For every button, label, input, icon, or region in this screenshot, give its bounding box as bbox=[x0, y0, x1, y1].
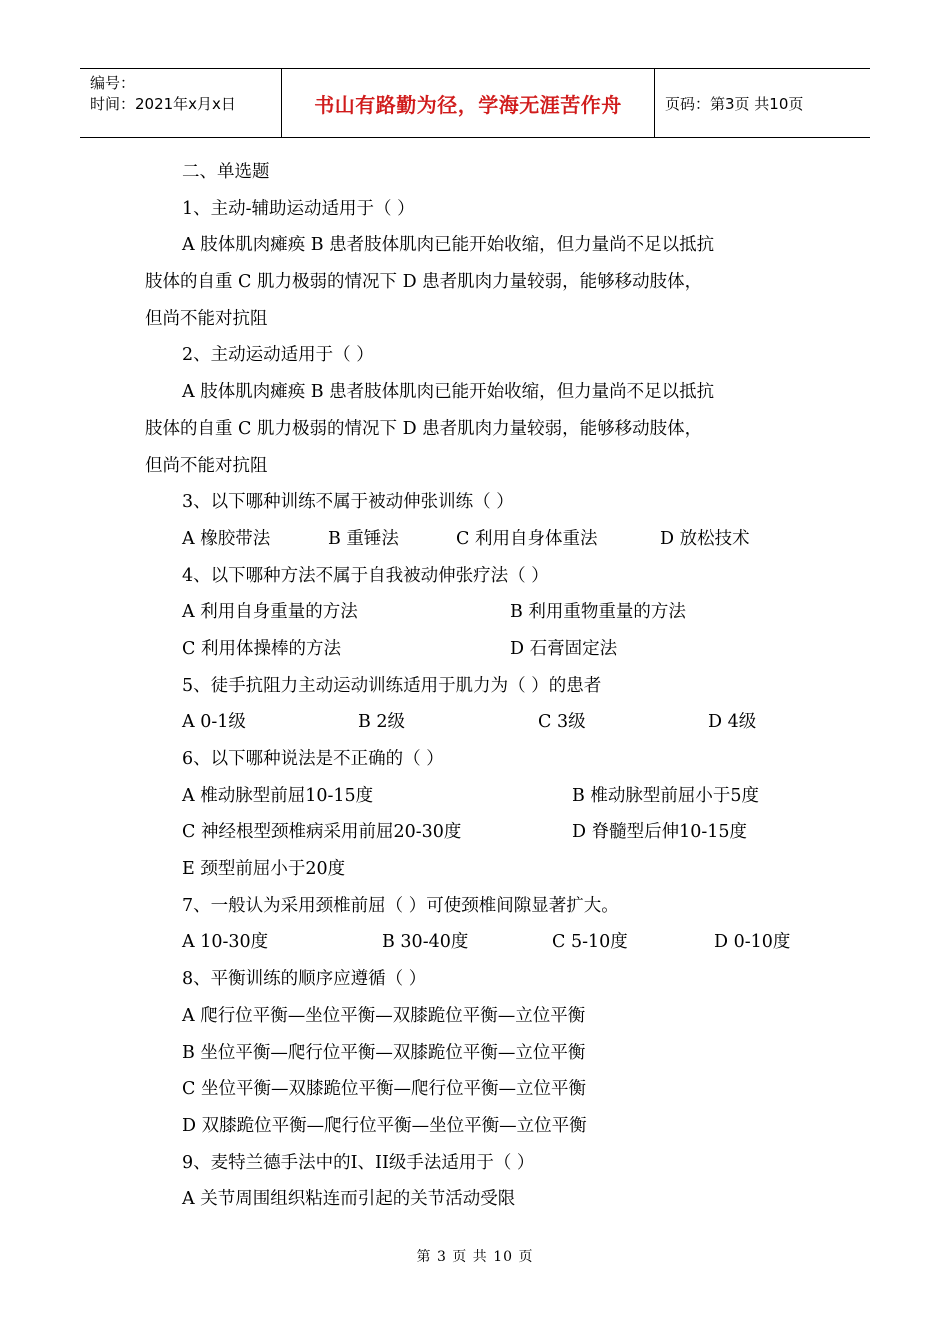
option-b: B 30-40度 bbox=[382, 932, 469, 953]
question-4-stem: 4、以下哪种方法不属于自我被动伸张疗法（ ） bbox=[182, 565, 549, 586]
question-6-option-e: E 颈型前屈小于20度 bbox=[182, 859, 346, 880]
header-meta bbox=[80, 69, 282, 137]
option-d: D 0-10度 bbox=[714, 932, 791, 953]
option-b: B 利用重物重量的方法 bbox=[510, 602, 686, 623]
option-b: B 椎动脉型前屈小于5度 bbox=[572, 785, 760, 806]
question-6-options-2 bbox=[145, 814, 820, 851]
question-2-line-1: A 肢体肌肉瘫痪 B 患者肢体肌肉已能开始收缩，但力量尚不足以抵抗 bbox=[182, 382, 715, 403]
date-label: 时间：2021年x月x日 bbox=[90, 95, 236, 113]
option-c: C 5-10度 bbox=[552, 932, 628, 953]
option-a: A 0-1级 bbox=[182, 712, 246, 733]
question-4-options-1 bbox=[145, 594, 820, 631]
option-d: D 脊髓型后伸10-15度 bbox=[572, 822, 748, 843]
question-5-options bbox=[145, 704, 820, 741]
question-8-option-a: A 爬行位平衡—坐位平衡—双膝跪位平衡—立位平衡 bbox=[182, 1005, 586, 1026]
question-8-stem: 8、平衡训练的顺序应遵循（ ） bbox=[182, 969, 427, 990]
question-1-stem: 1、主动-辅助运动适用于（ ） bbox=[182, 198, 415, 219]
question-7-options bbox=[145, 924, 820, 961]
document-body bbox=[145, 154, 820, 1218]
option-d: D 放松技术 bbox=[660, 528, 750, 549]
page-header bbox=[80, 68, 870, 138]
option-b: B 重锤法 bbox=[328, 528, 399, 549]
question-3-stem: 3、以下哪种训练不属于被动伸张训练（ ） bbox=[182, 492, 514, 513]
question-8-option-c: C 坐位平衡—双膝跪位平衡—爬行位平衡—立位平衡 bbox=[182, 1079, 586, 1100]
question-4-options-2 bbox=[145, 631, 820, 668]
option-d: D 石膏固定法 bbox=[510, 638, 618, 659]
question-9-stem: 9、麦特兰德手法中的I、II级手法适用于（ ） bbox=[182, 1152, 535, 1173]
question-2-stem: 2、主动运动适用于（ ） bbox=[182, 345, 374, 366]
question-2-line-2: 肢体的自重 C 肌力极弱的情况下 D 患者肌肉力量较弱，能够移动肢体， bbox=[145, 418, 703, 439]
option-a: A 10-30度 bbox=[182, 932, 269, 953]
question-9-option-a: A 关节周围组织粘连而引起的关节活动受限 bbox=[182, 1189, 516, 1210]
option-a: A 利用自身重量的方法 bbox=[182, 602, 358, 623]
option-c: C 神经根型颈椎病采用前屈20-30度 bbox=[182, 822, 462, 843]
question-6-stem: 6、以下哪种说法是不正确的（ ） bbox=[182, 749, 444, 769]
number-label: 编号： bbox=[90, 74, 136, 92]
question-3-options bbox=[145, 521, 820, 558]
question-6-options-1 bbox=[145, 778, 820, 815]
question-5-stem: 5、徒手抗阻力主动运动训练适用于肌力为（ ）的患者 bbox=[182, 675, 602, 696]
section-title: 二、单选题 bbox=[182, 162, 270, 182]
option-d: D 4级 bbox=[708, 712, 757, 733]
option-b: B 2级 bbox=[358, 712, 406, 733]
question-2-line-3: 但尚不能对抗阻 bbox=[145, 455, 268, 476]
question-8-option-b: B 坐位平衡—爬行位平衡—双膝跪位平衡—立位平衡 bbox=[182, 1042, 586, 1063]
option-c: C 3级 bbox=[538, 712, 586, 733]
header-motto: 书山有路勤为径，学海无涯苦作舟 bbox=[314, 92, 622, 117]
header-page-info: 页码：第3页 共10页 bbox=[665, 94, 804, 113]
option-c: C 利用自身体重法 bbox=[456, 528, 598, 549]
option-a: A 橡胶带法 bbox=[182, 528, 271, 549]
question-8-option-d: D 双膝跪位平衡—爬行位平衡—坐位平衡—立位平衡 bbox=[182, 1115, 587, 1136]
question-1-line-1: A 肢体肌肉瘫痪 B 患者肢体肌肉已能开始收缩，但力量尚不足以抵抗 bbox=[182, 235, 715, 256]
option-a: A 椎动脉型前屈10-15度 bbox=[182, 785, 374, 806]
question-7-stem: 7、一般认为采用颈椎前屈（ ）可使颈椎间隙显著扩大。 bbox=[182, 895, 619, 916]
option-c: C 利用体操棒的方法 bbox=[182, 638, 341, 659]
question-1-line-3: 但尚不能对抗阻 bbox=[145, 308, 268, 329]
page-footer: 第 3 页 共 10 页 bbox=[416, 1249, 534, 1265]
question-1-line-2: 肢体的自重 C 肌力极弱的情况下 D 患者肌肉力量较弱，能够移动肢体， bbox=[145, 272, 703, 293]
header-motto-cell bbox=[282, 69, 655, 137]
